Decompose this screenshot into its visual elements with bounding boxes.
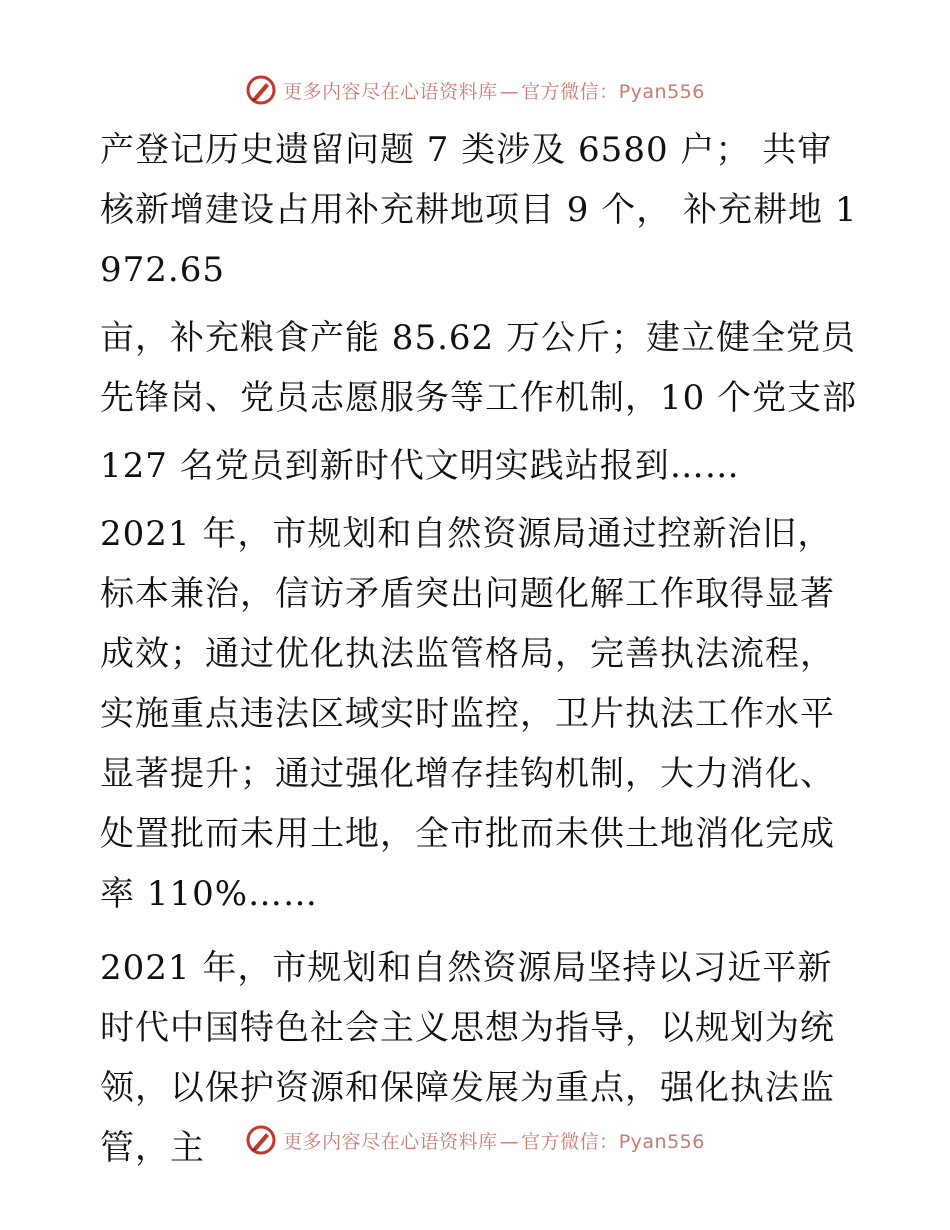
paragraph-2: 亩，补充粮食产能 85.62 万公斤；建立健全党员先锋岗、党员志愿服务等工作机制，10 个党支部 — [100, 318, 858, 418]
watermark-id: Pyan556 — [618, 1130, 705, 1153]
paragraph-3: 127 名党员到新时代文明实践站报到…… — [100, 446, 740, 486]
watermark-footer — [0, 1122, 950, 1158]
document-body — [100, 120, 860, 1178]
watermark-channel: 官方微信： — [521, 1130, 619, 1153]
pen-logo-icon — [245, 1124, 277, 1156]
paragraph-1: 产登记历史遗留问题 7 类涉及 6580 户； 共审核新增建设占用补充耕地项目 9 个， 补充耕地 1972.65 — [100, 130, 858, 290]
pen-logo-icon — [245, 74, 277, 106]
watermark-id: Pyan556 — [618, 80, 705, 103]
watermark-separator: — — [499, 1130, 520, 1153]
watermark-separator: — — [499, 80, 520, 103]
watermark-main: 更多内容尽在心语资料库 — [283, 1130, 498, 1153]
watermark-channel: 官方微信： — [521, 80, 619, 103]
watermark-main: 更多内容尽在心语资料库 — [283, 80, 498, 103]
paragraph-5: 2021 年，市规划和自然资源局坚持以习近平新时代中国特色社会主义思想为指导，以规划为统领，以保护资源和保障发展为重点，强化执法监管，主 — [100, 948, 835, 1168]
paragraph-4: 2021 年，市规划和自然资源局通过控新治旧，标本兼治，信访矛盾突出问题化解工作取得显著成效；通过优化执法监管格局，完善执法流程，实施重点违法区域实时监控，卫片执法工作水平显著提升；通过强化增存挂钩机制，大力消化、处置批而未用土地，全市批而未供土地消化完成率 110%…… — [100, 514, 835, 914]
watermark-text — [283, 1127, 705, 1154]
watermark-text — [283, 77, 705, 104]
watermark-header — [0, 72, 950, 108]
